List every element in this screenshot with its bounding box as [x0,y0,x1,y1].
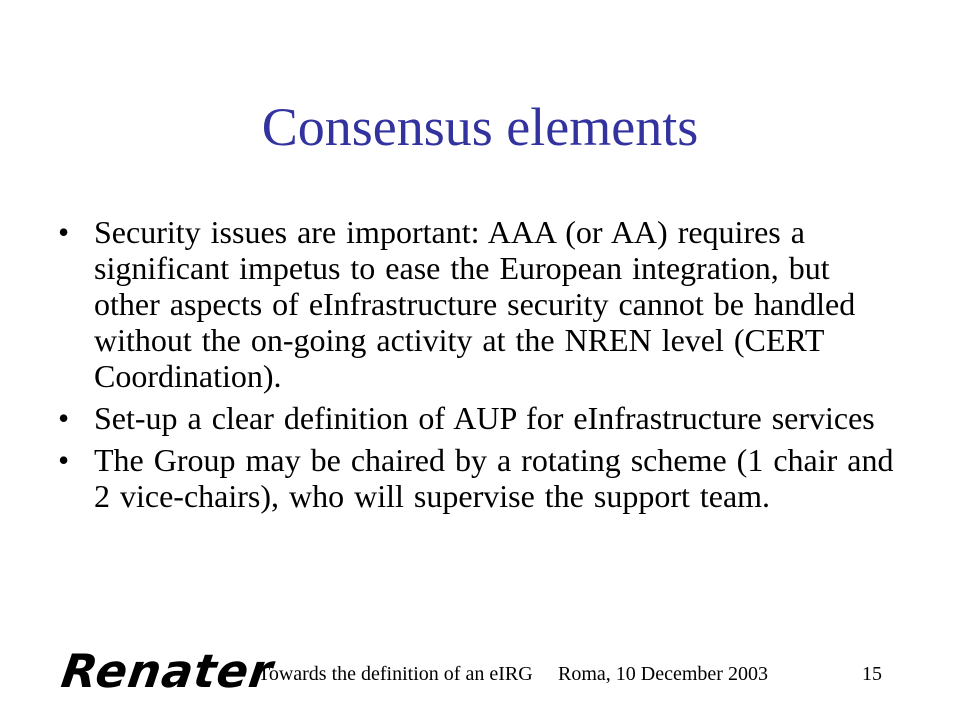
bullet-marker: • [58,214,70,250]
slide-title: Consensus elements [261,97,699,157]
page-number: 15 [862,663,882,685]
bullet-list [58,214,894,520]
bullet-marker: • [58,442,70,478]
bullet-item [58,214,894,394]
footer-date: Roma, 10 December 2003 [558,663,768,685]
bullet-marker: • [58,400,70,436]
bullet-text: Set-up a clear definition of AUP for eInfrastructure services [94,400,875,436]
bullet-text: The Group may be chaired by a rotating scheme (1 chair and 2 vice-chairs), who will supervise the support team. [94,442,894,514]
bullet-item [58,400,894,436]
bullet-text: Security issues are important: AAA (or AA) requires a significant impetus to ease the European integration, but other aspects of eInfrastructure security cannot be handled without the on-going activity at the NREN level (CERT Coordination). [94,214,856,394]
bullet-item [58,442,894,514]
renater-logo: Renater [58,644,277,698]
slide-footer [0,644,960,698]
footer-title: Towards the definition of an eIRG [258,663,533,685]
